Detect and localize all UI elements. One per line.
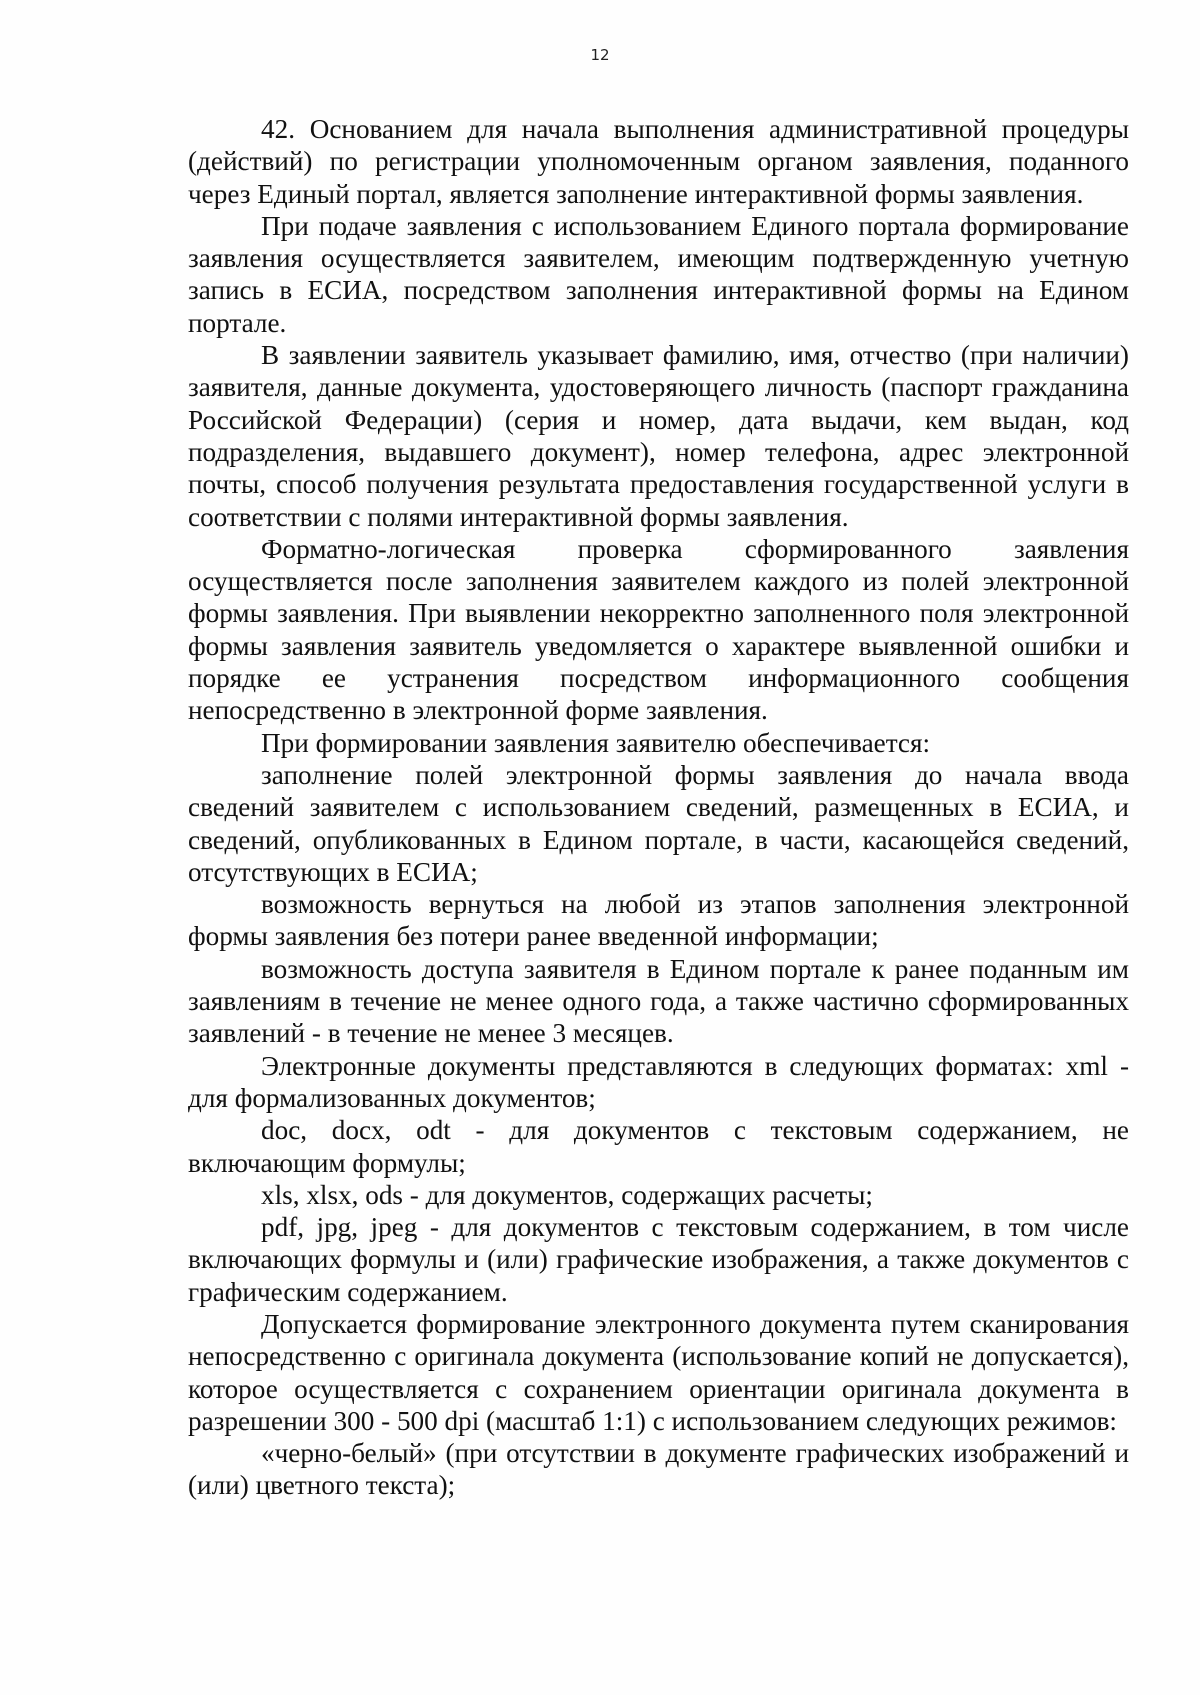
page-number: 12 <box>590 46 610 64</box>
paragraph-formats-pdf: pdf, jpg, jpeg - для документов с текстовым содержанием, в том числе включающих формулы и (или) графические изображения, а также документов с графическим содержанием. <box>188 1212 1129 1307</box>
paragraph-return-step: возможность вернуться на любой из этапов заполнения электронной формы заявления без потери ранее введенной информации; <box>188 889 1129 952</box>
document-body <box>188 113 1129 1502</box>
paragraph-42-intro: 42. Основанием для начала выполнения административной процедуры (действий) по регистрации уполномоченным органом заявления, поданного через Единый портал, является заполнение интерактивной формы заявления. <box>188 114 1129 209</box>
paragraph-provisions-intro: При формировании заявления заявителю обеспечивается: <box>261 727 931 758</box>
paragraph-bw-mode: «черно-белый» (при отсутствии в документе графических изображений и (или) цветного текста); <box>188 1438 1129 1501</box>
paragraph-formats-doc: doc, docx, odt - для документов с текстовым содержанием, не включающим формулы; <box>188 1115 1129 1178</box>
paragraph-access-history: возможность доступа заявителя в Едином портале к ранее поданным им заявлениям в течение не менее одного года, а также частично сформированных заявлений - в течение не менее 3 месяцев. <box>188 953 1129 1049</box>
paragraph-applicant-data: В заявлении заявитель указывает фамилию, имя, отчество (при наличии) заявителя, данные документа, удостоверяющего личность (паспорт гражданина Российской Федерации) (серия и номер, дата выдачи, кем выдан, код подразделения, выдавшего документ), номер телефона, адрес электронной почты, способ получения результата предоставления государственной услуги в соответствии с полями интерактивной формы заявления. <box>188 340 1129 532</box>
paragraph-formats-xls: xls, xlsx, ods - для документов, содержащих расчеты; <box>261 1179 873 1210</box>
paragraph-scanning: Допускается формирование электронного документа путем сканирования непосредственно с оригинала документа (использование копий не допускается), которое осуществляется с сохранением ориентации оригинала документа в разрешении 300 - 500 dpi (масштаб 1:1) с использованием следующих режимов: <box>188 1308 1129 1436</box>
paragraph-prefill: заполнение полей электронной формы заявления до начала ввода сведений заявителем с использованием сведений, размещенных в ЕСИА, и сведений, опубликованных в Едином портале, в части, касающейся сведений, отсутствующих в ЕСИА; <box>188 759 1129 887</box>
paragraph-format-check: Форматно-логическая проверка сформированного заявления осуществляется после заполнения заявителем каждого из полей электронной формы заявления. При выявлении некорректно заполненного поля электронной формы заявления заявитель уведомляется о характере выявленной ошибки и порядке ее устранения посредством информационного сообщения непосредственно в электронной форме заявления. <box>188 533 1129 726</box>
paragraph-submission: При подаче заявления с использованием Единого портала формирование заявления осуществляется заявителем, имеющим подтвержденную учетную запись в ЕСИА, посредством заполнения интерактивной формы на Едином портале. <box>188 210 1129 338</box>
paragraph-formats-xml: Электронные документы представляются в следующих форматах: xml - для формализованных документов; <box>188 1050 1129 1113</box>
